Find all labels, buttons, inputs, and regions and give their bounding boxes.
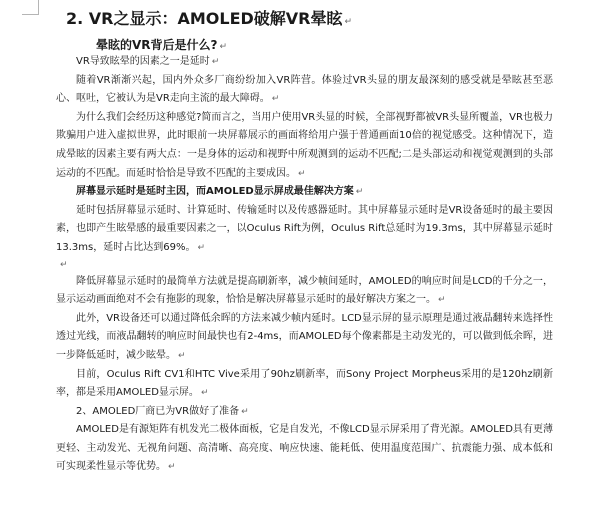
paragraph-mark-icon: ↵ <box>211 57 220 67</box>
paragraph-why-dizzy: 为什么我们会经历这种感觉?简而言之，当用户使用VR头显的时候，全部视野都被VR头显所覆盖，VR也极力欺骗用户进入虚拟世界，此时眼前一块屏幕展示的画面将给用户强于普通画面10倍的视觉感受。这种情况下，造成晕眩的因素主要有两大点：一是身体的运动和视野中所观测到的运动不匹配;二是头部运动和视觉观测到的头部运动的不匹配。而延时恰恰是导致不匹配的主要成因。 ↵ <box>56 111 553 179</box>
section-heading <box>66 8 352 33</box>
paragraph-display-delay-title: 屏幕显示延时是延时主因，而AMOLED显示屏成最佳解决方案 ↵ <box>76 186 364 198</box>
section-heading-text: 2. VR之显示：AMOLED破解VR晕眩 <box>66 9 343 28</box>
paragraph-mark-icon: ↵ <box>344 17 353 27</box>
paragraph-mark-icon: ↵ <box>200 388 209 399</box>
paragraph-amoled-advantages: AMOLED是有源矩阵有机发光二极体面板，它是自发光，不像LCD显示屏采用了背光源。AMOLED具有更薄更轻、主动发光、无视角问题、高清晰、高亮度、响应快速、能耗低、使用温度范围广、抗震能力强、成本低和可实现柔性显示等优势。 ↵ <box>56 424 553 473</box>
paragraph-amoled-ready-title: 2、AMOLED厂商已为VR做好了准备 ↵ <box>76 405 249 417</box>
empty-paragraph <box>56 258 553 273</box>
paragraph-delay-factor: VR导致眩晕的因素之一是延时 ↵ <box>76 56 220 67</box>
paragraph-mark-icon: ↵ <box>355 187 364 198</box>
paragraph-mark-icon: ↵ <box>298 168 306 179</box>
paragraph-low-persistence: 此外，VR设备还可以通过降低余晖的方法来减少帧内延时。LCD显示屏的显示原理是通过液晶翻转来选择性透过光线，而液晶翻转的响应时间最快也有2-4ms，而AMOLED每个像素都是主动发光的，可以做到低余晖，进一步降低延时，减少眩晕。 ↵ <box>56 312 553 361</box>
paragraph-refresh-rate: 降低屏幕显示延时的最简单方法就是提高刷新率，减少帧间延时，AMOLED的响应时间是LCD的千分之一，显示运动画面绝对不会有拖影的现象，恰恰是解决屏幕显示延时的最好解决方案之一。 ↵ <box>56 275 553 306</box>
paragraph-vr-rise: 随着VR渐渐兴起，国内外众多厂商纷纷加入VR阵营。体验过VR头显的朋友最深刻的感受就是晕眩甚至恶心、呕吐，它被认为是VR走向主流的最大障碍。 ↵ <box>56 74 553 105</box>
paragraph-mark-icon: ↵ <box>219 42 228 52</box>
paragraph-current-devices: 目前，Oculus Rift CV1和HTC Vive采用了90hz刷新率，而Sony Project Morpheus采用的是120hz刷新率，都是采用AMOLED显示屏。 ↵ <box>56 368 553 399</box>
paragraph-mark-icon: ↵ <box>197 242 205 253</box>
paragraph-mark-icon: ↵ <box>60 259 68 270</box>
paragraph-mark-icon: ↵ <box>178 350 186 361</box>
subheading-text: 晕眩的VR背后是什么? <box>96 38 218 52</box>
document-body <box>56 53 553 477</box>
paragraph-mark-icon: ↵ <box>168 462 176 473</box>
paragraph-mark-icon: ↵ <box>438 295 446 306</box>
paragraph-mark-icon: ↵ <box>241 406 249 417</box>
paragraph-mark-icon: ↵ <box>271 94 280 105</box>
corner-crop-mark <box>22 0 39 15</box>
paragraph-delay-components: 延时包括屏幕显示延时、计算延时、传输延时以及传感器延时。其中屏幕显示延时是VR设备延时的最主要因素，也即产生眩晕感的最重要因素之一，以Oculus Rift为例，Oculus Rift总延时为19.3ms，其中屏幕显示延时13.3ms，延时占比达到69%。 ↵ <box>56 204 553 253</box>
